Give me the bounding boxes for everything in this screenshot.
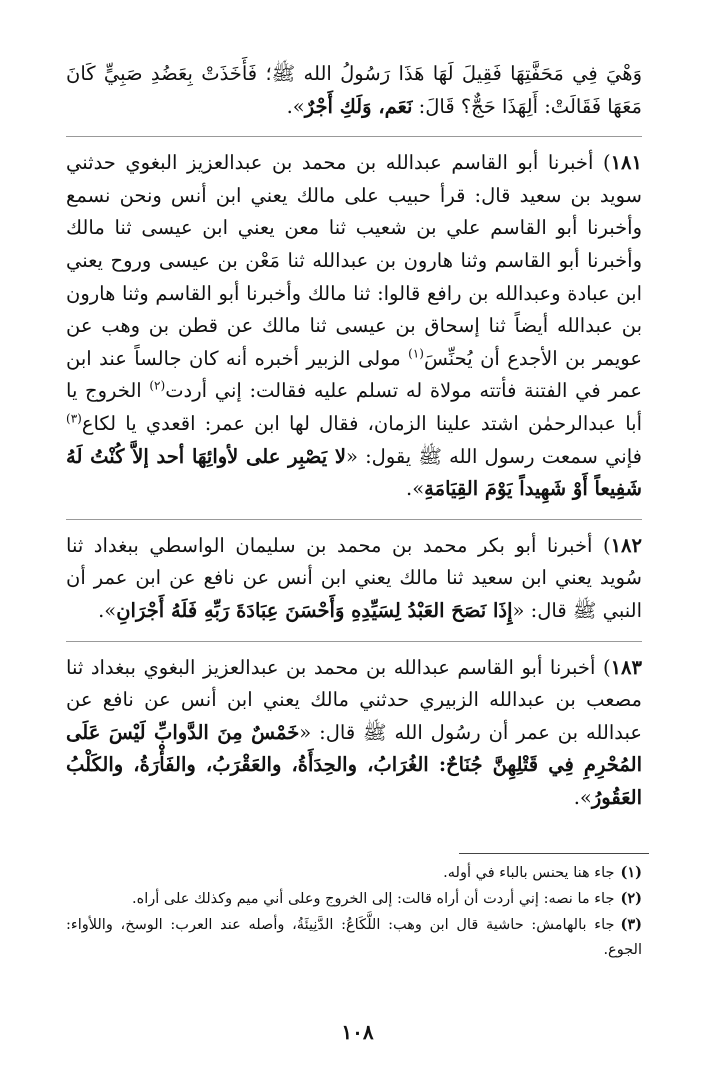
- text-run: ».: [98, 598, 117, 622]
- text-run: ».: [573, 785, 592, 809]
- text-run: ».: [286, 94, 305, 118]
- hadith-text: خَمْسٌ مِنَ الدَّوابِّ لَيْسَ عَلَى المُحْرِمِ فِي قَتْلِهِنَّ جُنَاحٌ: الغُرَابُ، والحِدَأَةُ، والعَقْرَبُ، والفَأْرَةُ، والكَلْبُ العَقُورُ: [66, 720, 642, 809]
- footnote-text: جاء بالهامش: حاشية قال ابن وهب: اللَّكَاعُ: الدَّنِيئَةُ، وأصله عند العرب: الوسخ، واللأواء: الجوع.: [66, 917, 642, 958]
- text-run: ) أخبرنا أبو القاسم عبدالله بن محمد بن عبدالعزيز البغوي ببغداد ثنا مصعب بن عبدالله الزبيري حدثني مالك يعني ابن أنس عن نافع عن عبدالله بن عمر أن رسُول الله ﷺ قال: «: [66, 655, 643, 744]
- text-run: وَهْيَ فِي مَحَفَّتِهَا فَقِيلَ لَهَا هَذَا رَسُولُ الله ﷺ؛ فَأَخَذَتْ بِعَضُدِ صَبِيٍّ كَانَ مَعَهَا فَقَالَتْ: أَلِهَذَا حَجٌّ؟ قَالَ:: [66, 62, 642, 118]
- hadith-text: إِذَا نَصَحَ العَبْدُ لِسَيِّدِهِ وَأَحْسَنَ عِبَادَةَ رَبِّهِ فَلَهُ أَجْرَانِ: [116, 598, 513, 622]
- footnote-separator: [459, 853, 649, 854]
- main-text: [66, 58, 642, 814]
- footnote-item: [66, 860, 642, 886]
- footnotes: [66, 860, 642, 963]
- hadith-paragraph-183: [66, 652, 642, 815]
- hadith-text: نَعَم، وَلَكِ أَجْرٌ: [304, 94, 413, 118]
- footnote-ref[interactable]: (٣): [66, 411, 82, 426]
- footnote-number: (٢): [620, 890, 642, 907]
- paragraph-divider: [66, 519, 642, 520]
- hadith-paragraph-181: [66, 147, 642, 506]
- text-run: فإني سمعت رسول الله ﷺ يقول: «: [346, 444, 642, 468]
- hadith-paragraph-182: [66, 530, 642, 628]
- paragraph-divider: [66, 136, 642, 137]
- hadith-number: ١٨٣: [610, 655, 642, 679]
- paragraph-continuation: [66, 58, 642, 123]
- footnote-item: [66, 912, 642, 963]
- text-run: مولى الزبير أخبره أنه كان جالساً عند ابن عمر في الفتنة فأتته مولاة له تسلم عليه فقالت: إني أردت: [66, 346, 642, 403]
- text-run: ».: [406, 477, 425, 501]
- footnote-text: جاء هنا يحنس بالباء في أوله.: [443, 865, 615, 881]
- footnote-item: [66, 886, 642, 912]
- paragraph-divider: [66, 641, 642, 642]
- text-run: ) أخبرنا أبو بكر محمد بن محمد بن سليمان الواسطي ببغداد ثنا سُويد يعني ابن سعيد ثنا مالك يعني ابن أنس عن نافع عن ابن عمر أن النبي ﷺ قال: «: [66, 533, 642, 622]
- footnote-text: جاء ما نصه: إني أردت أن أراه قالت: إلى الخروج وعلى أني ميم وكذلك على أراه.: [132, 891, 615, 907]
- footnote-ref[interactable]: (١): [408, 346, 424, 361]
- footnote-number: (٣): [620, 916, 642, 933]
- text-run: الخروج يا أبا عبدالرحمٰن اشتد علينا الزمان، فقال لها ابن عمر: اقعدي يا لكاع: [66, 379, 642, 435]
- footnote-ref[interactable]: (٢): [149, 378, 166, 393]
- page-number: ١٠٨: [341, 1020, 374, 1044]
- text-run: ) أخبرنا أبو القاسم عبدالله بن محمد بن عبدالعزيز البغوي حدثني سويد بن سعيد قال: قرأ حبيب على مالك يعني ابن أنس ونحن نسمع وأخبرنا أبو القاسم علي بن شعيب ثنا معن يعني ابن عيسى ثنا مالك وأخبرنا أبو القاسم وثنا هارون بن عبدالله ثنا مَعْن بن عيسى وروح يعني ابن عبادة وعبدالله بن رافع قالوا: ثنا مالك وأخبرنا أبو القاسم وثنا هارون بن عبدالله أيضاً ثنا إسحاق بن عيسى ثنا مالك عن قطن بن وهب عن عويمر بن الأجدع أن يُحنِّسَ: [66, 151, 642, 370]
- hadith-number: ١٨١: [610, 151, 642, 175]
- hadith-number: ١٨٢: [610, 533, 642, 557]
- hadith-text: لا يَصْبِر على لأوائِهَا أحد إلاَّ كُنْتُ لَهُ شَفِيعاً أَوْ شَهِيداً يَوْمَ القِيَامَةِ: [66, 444, 642, 501]
- footnote-number: (١): [620, 864, 642, 881]
